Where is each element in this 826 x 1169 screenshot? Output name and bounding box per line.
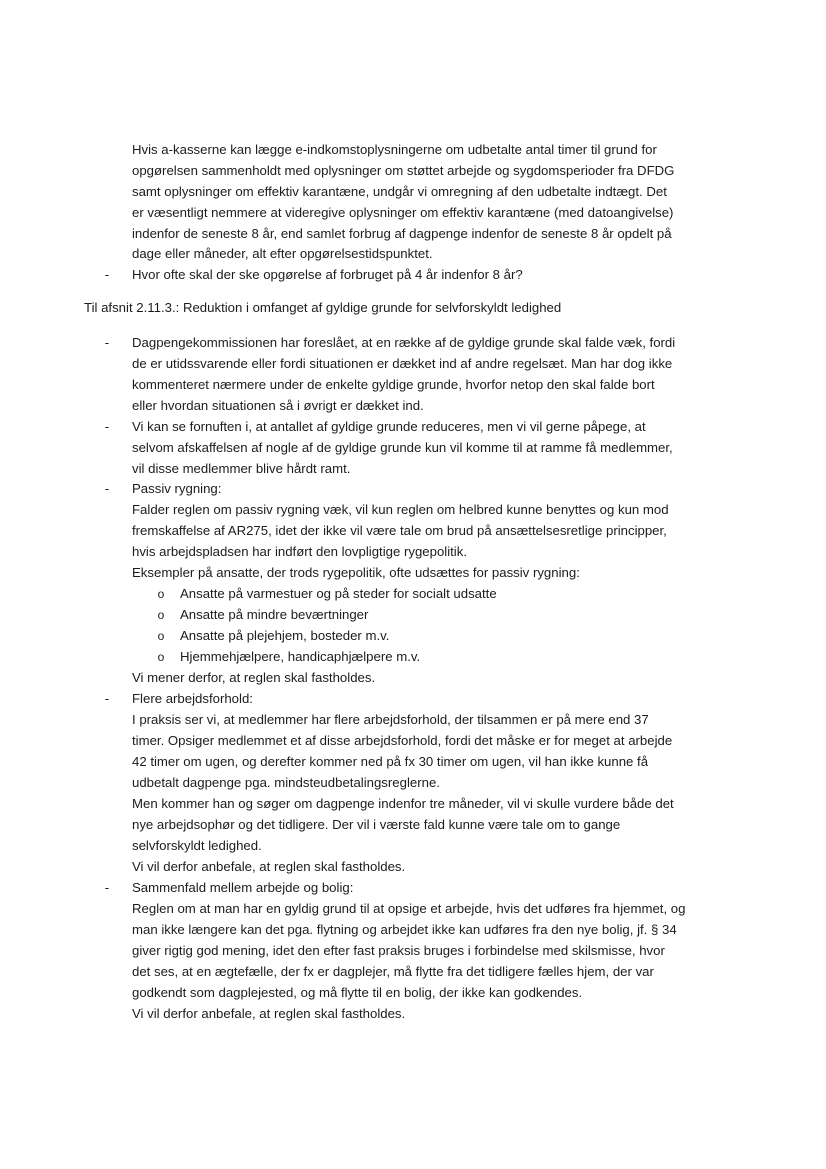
passive-smoking-title: Passiv rygning: (132, 481, 222, 496)
passive-smoking-conclusion: Vi mener derfor, at reglen skal fastholdes. (132, 670, 376, 685)
work-home-line: det ses, at en ægtefælle, der fx er dagplejer, må flytte fra det tidligere fælles hjem, der var (132, 964, 654, 979)
question-item: Hvor ofte skal der ske opgørelse af forbruget på 4 år indenfor 8 år? (132, 267, 523, 282)
example-item: Ansatte på varmestuer og på steder for socialt udsatte (180, 586, 497, 601)
circle-bullet: o (157, 608, 165, 622)
list-dash: - (104, 335, 110, 350)
multiple-jobs-line: I praksis ser vi, at medlemmer har flere arbejdsforhold, der tilsammen er på mere end 37 (132, 712, 649, 727)
commission-line: eller hvordan situationen så i øvrigt er dækket ind. (132, 398, 424, 413)
intro-line: samt oplysninger om effektiv karantæne, undgår vi omregning af den udbetalte indtægt. Det (132, 184, 667, 199)
intro-line: Hvis a-kasserne kan lægge e-indkomstoplysningerne om udbetalte antal timer til grund for (132, 142, 657, 157)
list-dash: - (104, 419, 110, 434)
work-home-line: Reglen om at man har en gyldig grund til at opsige et arbejde, hvis det udføres fra hjemmet, og (132, 901, 686, 916)
passive-smoking-line: fremskaffelse af AR275, idet der ikke vil være tale om brud på ansættelsesretlige principper, (132, 523, 667, 538)
sense-line: selvom afskaffelsen af nogle af de gyldige grunde kun vil komme til at ramme få medlemmer, (132, 440, 673, 455)
list-dash: - (104, 267, 110, 282)
intro-line: opgørelsen sammenholdt med oplysninger om støttet arbejde og sygdomsperioder fra DFDG (132, 163, 675, 178)
circle-bullet: o (157, 587, 165, 601)
list-dash: - (104, 880, 110, 895)
example-item: Ansatte på plejehjem, bosteder m.v. (180, 628, 390, 643)
commission-line: de er utidssvarende eller fordi situationen er dækket ind af andre regelsæt. Man har dog ikke (132, 356, 673, 371)
multiple-jobs-line: Vi vil derfor anbefale, at reglen skal fastholdes. (132, 859, 406, 874)
list-dash: - (104, 691, 110, 706)
work-home-line: godkendt som dagplejested, og må flytte til en bolig, der ikke kan godkendes. (132, 985, 583, 1000)
multiple-jobs-line: nye arbejdsophør og det tidligere. Der vil i værste fald kunne være tale om to gange (132, 817, 621, 832)
multiple-jobs-title: Flere arbejdsforhold: (132, 691, 253, 706)
circle-bullet: o (157, 629, 165, 643)
intro-line: er væsentligt nemmere at videregive oplysninger om effektiv karantæne (med datoangivelse) (132, 205, 674, 220)
multiple-jobs-line: timer. Opsiger medlemmet et af disse arbejdsforhold, fordi det måske er for meget at arbejde (132, 733, 673, 748)
multiple-jobs-line: udbetalt dagpenge pga. mindsteudbetalingsreglerne. (132, 775, 440, 790)
section-heading: Til afsnit 2.11.3.: Reduktion i omfanget af gyldige grunde for selvforskyldt ledighed (84, 300, 562, 315)
work-home-line: giver rigtig god mening, idet den efter fast praksis bruges i forbindelse med skilsmisse, hvor (132, 943, 665, 958)
intro-line: indenfor de seneste 8 år, end samlet forbrug af dagpenge indenfor de seneste 8 år opdelt på (132, 226, 672, 241)
sense-line: vil disse medlemmer blive hårdt ramt. (132, 461, 351, 476)
multiple-jobs-line: selvforskyldt ledighed. (132, 838, 262, 853)
example-item: Hjemmehjælpere, handicaphjælpere m.v. (180, 649, 421, 664)
multiple-jobs-line: Men kommer han og søger om dagpenge indenfor tre måneder, vil vi skulle vurdere både det (132, 796, 674, 811)
intro-line: dage eller måneder, alt efter opgørelsestidspunktet. (132, 246, 433, 261)
circle-bullet: o (157, 650, 165, 664)
list-dash: - (104, 481, 110, 496)
passive-smoking-line: Eksempler på ansatte, der trods rygepolitik, ofte udsættes for passiv rygning: (132, 565, 580, 580)
passive-smoking-line: Falder reglen om passiv rygning væk, vil kun reglen om helbred kunne benyttes og kun mod (132, 502, 669, 517)
work-home-title: Sammenfald mellem arbejde og bolig: (132, 880, 354, 895)
commission-line: Dagpengekommissionen har foreslået, at en række af de gyldige grunde skal falde væk, fordi (132, 335, 676, 350)
sense-line: Vi kan se fornuften i, at antallet af gyldige grunde reduceres, men vi vil gerne påpege, at (132, 419, 646, 434)
example-item: Ansatte på mindre beværtninger (180, 607, 369, 622)
multiple-jobs-line: 42 timer om ugen, og derefter kommer ned på fx 30 timer om ugen, vil han ikke kunne få (132, 754, 649, 769)
commission-line: kommenteret nærmere under de enkelte gyldige grunde, hvorfor netop den skal falde bort (132, 377, 655, 392)
passive-smoking-line: hvis arbejdspladsen har indført den lovpligtige rygepolitik. (132, 544, 467, 559)
work-home-line: Vi vil derfor anbefale, at reglen skal fastholdes. (132, 1006, 406, 1021)
work-home-line: man ikke længere kan det pga. flytning og arbejdet ikke kan udføres fra den nye bolig, jf. § 34 (132, 922, 677, 937)
